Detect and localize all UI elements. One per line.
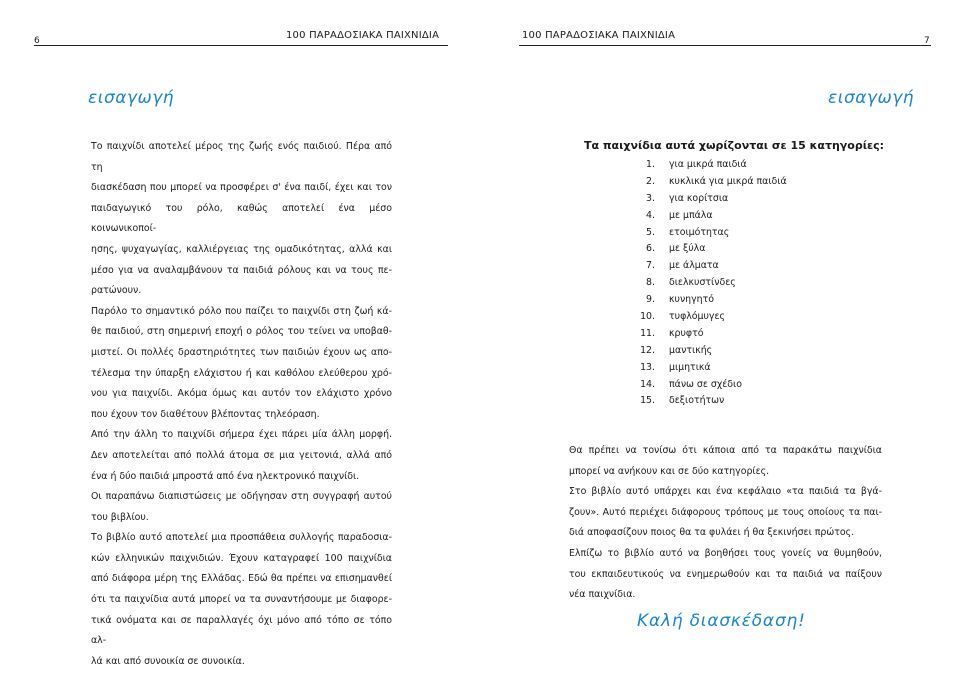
category-label: κρυφτό — [669, 327, 704, 339]
right-page — [483, 0, 966, 680]
header-rule — [519, 45, 931, 46]
text-line: λά και από συνοικία σε συνοικία. — [91, 655, 245, 667]
category-label: πάνω σε σχέδιο — [669, 378, 742, 390]
text-line: κών ελληνικών παιχνιδιών. Έχουν καταγραφεί 100 παιχνίδια — [91, 552, 392, 564]
category-item — [613, 191, 787, 208]
text-line: που έχουν τον διαθέτουν βλέποντας τηλεόραση. — [91, 408, 320, 420]
category-item — [613, 377, 787, 394]
category-item — [613, 157, 787, 174]
category-number: 3. — [646, 192, 655, 204]
text-line: ησης, ψυχαγωγίας, καλλιέργειας της ομαδικότητας, αλλά και — [91, 243, 392, 255]
text-line: Το βιβλίο αυτό αποτελεί μια προσπάθεια συλλογής παραδοσια- — [91, 532, 392, 544]
category-item — [613, 326, 787, 343]
page-number: 7 — [924, 36, 930, 46]
text-line: Στο βιβλίο αυτό υπάρχει και ένα κεφάλαιο «τα παιδιά τα βγά- — [569, 486, 882, 498]
category-number: 4. — [646, 209, 655, 221]
text-line: του βιβλίου. — [91, 511, 149, 523]
category-label: μιμητικά — [669, 361, 711, 373]
categories-heading: Τα παιχνίδια αυτά χωρίζονται σε 15 κατηγορίες: — [583, 139, 885, 152]
category-number: 2. — [646, 175, 655, 187]
category-number: 10. — [640, 311, 655, 323]
text-line: Από την άλλη το παιχνίδι σήμερα έχει πάρει μία άλλη μορφή. — [91, 429, 392, 441]
category-label: διελκυστίνδες — [669, 277, 736, 289]
category-number: 13. — [640, 361, 655, 373]
text-line: Θα πρέπει να τονίσω ότι κάποια από τα παρακάτω παιχνίδια — [569, 445, 882, 456]
text-line: μιστεί. Οι πολλές δραστηριότητες των παιδιών έχουν ως απο- — [91, 346, 392, 358]
category-item — [613, 360, 787, 377]
category-label: δεξιοτήτων — [669, 395, 725, 407]
text-line: θε παιδιού, στη σημερινή εποχή ο ρόλος του τείνει να υποβαθ- — [91, 326, 392, 338]
page-number: 6 — [34, 36, 40, 46]
category-label: κυνηγητό — [669, 294, 714, 306]
text-line: παιδαγωγικό του ρόλο, καθώς αποτελεί ένα μέσο κοινωνικοποί- — [91, 202, 392, 235]
text-line: ζουν». Αυτό περιέχει διάφορους τρόπους με τους οποίους τα παι- — [569, 506, 882, 518]
text-line: μέσο για να αναλαμβάνουν τα παιδιά ρόλους και να τους πε- — [91, 264, 392, 276]
category-number: 7. — [646, 260, 655, 272]
text-line: Παρόλο το σημαντικό ρόλο που παίζει το παιχνίδι στη ζωή κά- — [91, 305, 392, 317]
running-header: 100 ΠΑΡΑΔΟΣΙΑΚΑ ΠΑΙΧΝΙΔΙΑ — [522, 30, 676, 41]
category-item — [613, 208, 787, 225]
category-item — [613, 343, 787, 360]
text-line: τέλεσμα την ύπαρξη ελάχιστου ή και καθόλου ελεύθερου χρό- — [91, 367, 392, 379]
category-number: 1. — [646, 159, 655, 170]
category-number: 8. — [646, 277, 655, 289]
text-line: νέα παιχνίδια. — [569, 589, 636, 601]
category-number: 12. — [640, 344, 655, 356]
text-line: Το παιχνίδι αποτελεί μέρος της ζωής ενός παιδιού. Πέρα από τη — [91, 141, 392, 173]
text-line: Οι παραπάνω διαπιστώσεις με οδήγησαν στη συγγραφή αυτού — [91, 491, 392, 503]
running-header: 100 ΠΑΡΑΔΟΣΙΑΚΑ ΠΑΙΧΝΙΔΙΑ — [286, 30, 440, 41]
section-title: εισαγωγή — [828, 88, 915, 108]
intro-text — [91, 137, 392, 672]
text-line: Ελπίζω το βιβλίο αυτό να βοηθήσει τους γονείς να θυμηθούν, — [569, 547, 882, 559]
text-line: νου για παιχνίδι. Ακόμα όμως και αυτόν τον ελάχιστο χρόνο — [91, 388, 392, 400]
text-line: ένα ή δύο παιδιά μπροστά από ένα ηλεκτρονικό παιχνίδι. — [91, 470, 360, 482]
category-item — [613, 225, 787, 242]
category-number: 14. — [640, 378, 655, 390]
text-line: διά αποφασίζουν ποιος θα τα φυλάει ή θα ξεκινήσει πρώτος. — [569, 527, 855, 539]
category-number: 6. — [646, 243, 655, 255]
category-label: κυκλικά για μικρά παιδιά — [669, 175, 787, 187]
category-number: 9. — [646, 294, 655, 306]
category-label: τυφλόμυγες — [669, 311, 726, 323]
category-item — [613, 258, 787, 275]
text-line: από διάφορα μέρη της Ελλάδας. Εδώ θα πρέπει να επισημανθεί — [91, 573, 392, 585]
text-line: μπορεί να ανήκουν και σε δύο κατηγορίες. — [569, 465, 770, 477]
section-title: εισαγωγή — [88, 88, 175, 108]
category-item — [613, 275, 787, 292]
text-line: του εκπαιδευτικούς να ενημερωθούν και τα παιδιά να παίξουν — [569, 568, 882, 580]
category-number: 15. — [640, 395, 655, 407]
category-item — [613, 174, 787, 191]
text-line: ότι τα παιχνίδια αυτά μπορεί να τα συναντήσουμε με διαφορε- — [91, 594, 392, 606]
category-number: 11. — [640, 327, 655, 339]
category-number: 5. — [646, 226, 655, 238]
category-label: ετοιμότητας — [669, 226, 730, 238]
header-rule — [34, 45, 448, 46]
category-item — [613, 309, 787, 326]
text-line: Δεν αποτελείται από πολλά άτομα σε μια γειτονιά, αλλά από — [91, 449, 392, 461]
category-label: με ξύλα — [669, 243, 706, 255]
category-label: για μικρά παιδιά — [669, 159, 747, 170]
category-label: για κορίτσια — [669, 192, 729, 204]
categories-list — [613, 157, 787, 410]
text-line: ρατώνουν. — [91, 285, 142, 297]
text-line: διασκέδαση που μπορεί να προσφέρει σ' ένα παιδί, έχει και τον — [91, 182, 392, 194]
category-label: μαντικής — [669, 344, 713, 356]
text-line: τικά ονόματα και σε παραλλαγές όχι μόνο από τόπο σε τόπο αλ- — [91, 614, 392, 647]
category-item — [613, 292, 787, 309]
notes-text — [569, 441, 882, 606]
category-label: με άλματα — [669, 260, 719, 272]
category-label: με μπάλα — [669, 209, 713, 221]
closing-text: Καλή διασκέδαση! — [637, 611, 806, 631]
category-item — [613, 241, 787, 258]
category-item — [613, 393, 787, 410]
